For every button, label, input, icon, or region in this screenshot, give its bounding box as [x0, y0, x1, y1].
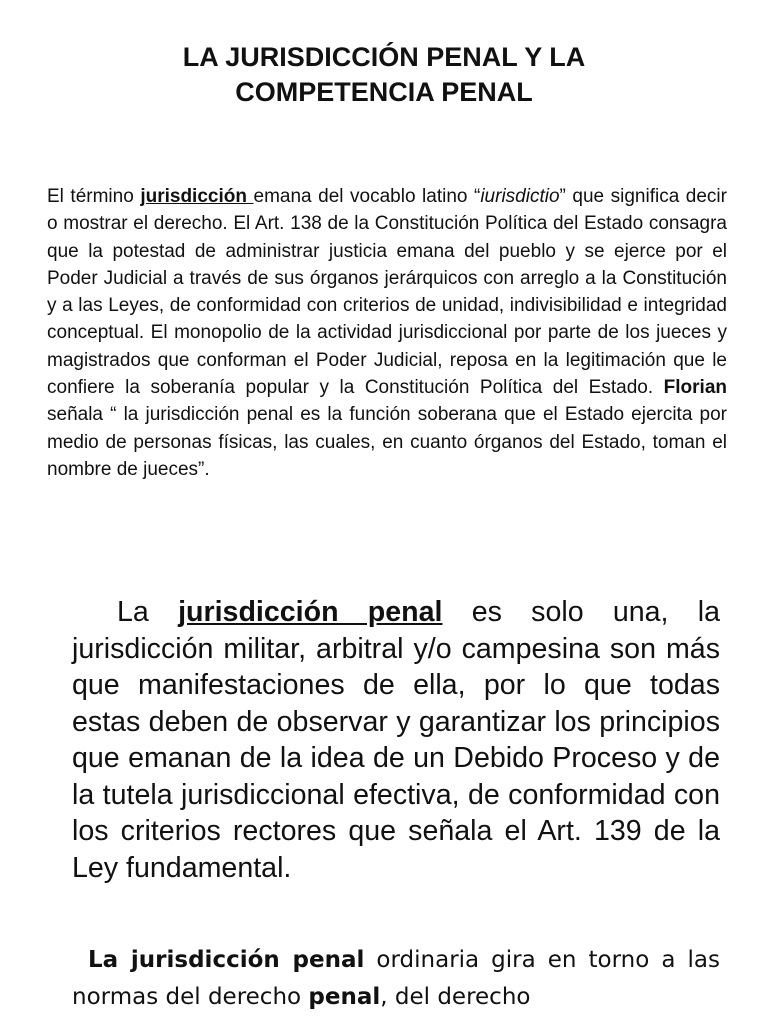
para1-text-1: El término	[47, 186, 141, 207]
paragraph-jurisdiction-definition	[47, 183, 727, 483]
document-title	[0, 40, 768, 110]
para3-term-jurisdiccion-penal: La jurisdicción penal	[88, 947, 365, 973]
para3-text-2: , del derecho	[380, 984, 531, 1010]
paragraph-unity-of-jurisdiction	[72, 594, 720, 886]
para1-text-3: ” que significa decir o mostrar el derecho. El Art. 138 de la Constitución Política del Estado consagra que la potestad de administrar justicia emana del pueblo y se ejerce por el Poder Judicial a través de sus órganos jerárquicos con arreglo a la Constitución y a las Leyes, de conformidad con criterios de unidad, indivisibilidad e integridad conceptual. El monopolio de la actividad jurisdiccional por parte de los jueces y magistrados que conforman el Poder Judicial, reposa en la legitimación que le confiere la soberanía popular y la Constitución Política del Estado.	[47, 186, 727, 399]
para1-text-4: señala “ la jurisdicción penal es la función soberana que el Estado ejercita por medio de personas físicas, las cuales, en cuanto órganos del Estado, toman el nombre de jueces”.	[47, 404, 727, 480]
para1-author-florian: Florian	[663, 377, 727, 399]
para2-text-1: La	[117, 596, 179, 628]
para2-term-jurisdiccion-penal: jurisdicción penal	[178, 596, 443, 628]
para3-term-penal: penal	[308, 984, 381, 1010]
para1-latin-term: iurisdictio	[480, 186, 560, 207]
title-line-2: COMPETENCIA PENAL	[235, 77, 533, 107]
para3-text-1: ordinaria gira en torno a las normas del derecho	[72, 947, 720, 1010]
para1-text-2: emana del vocablo latino “	[253, 186, 481, 207]
para2-text-2: es solo una, la jurisdicción militar, arbitral y/o campesina son más que manifestaciones de ella, por lo que todas estas deben de observar y garantizar los principios que emanan de la idea de un Debido Proceso y de la tutela jurisdiccional efectiva, de conformidad con los criterios rectores que señala el Art. 139 de la Ley fundamental.	[72, 596, 721, 884]
para1-term-jurisdiccion: jurisdicción	[140, 186, 254, 207]
paragraph-ordinary-jurisdiction	[72, 942, 720, 1016]
title-line-1: LA JURISDICCIÓN PENAL Y LA	[182, 42, 586, 72]
